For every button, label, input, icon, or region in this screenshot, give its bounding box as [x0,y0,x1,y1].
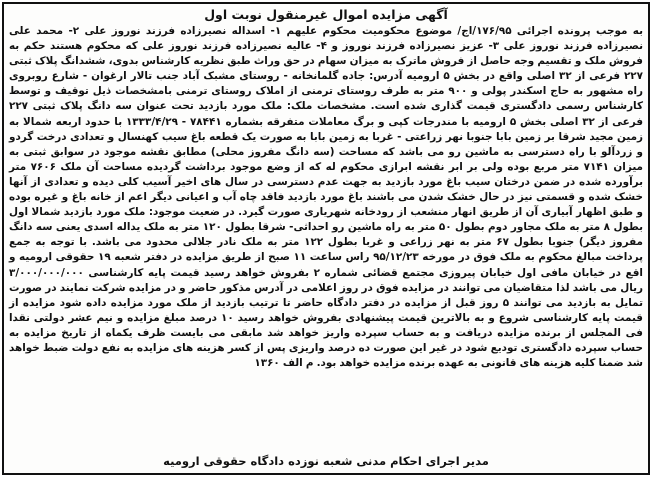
notice-title: آگهی مزایده اموال غیرمنقول نوبت اول [204,7,448,22]
notice-body: به موجب پرونده اجرائی ۱۷۶/۹۵/اج/ موضوع محکومیت محکوم علیهم ۱- اسداله نصیرزاده فرزند نوروز علی ۲- محمد علی نصیرزاده فرزند نوروز علی ۳- عزیز نصیرزاده فرزند نوروز و ۴- عالیه نصیرزاده فرزند نوروز علی که محکوم هستند حکم به فروش ملک و تقسیم وجه حاصل از فروش ماترک به میزان سهام در حق وراث طبق نظریه کارشناس بدوی، ششدانگ پلاک ثبتی ۲۲۷ فرعی از ۳۲ اصلی واقع در بخش ۵ ارومیه آدرس: جاده گلمانخانه - روستای مشبک آباد جنب تالار ارغوان - شارع روبروی راه مشهور به حاج اسکندر پولی و ۹۰۰ متر به طرف روستای ترمنی از املاک روستای ترمنی بامشخصات ذیل توقیف و توسط کارشناس رسمی دادگستری قیمت گذاری شده است. مشخصات ملک: ملک مورد بازدید تحت عنوان سه دانگ پلاک ثبتی ۲۲۷ فرعی از ۳۲ اصلی بخش ۵ ارومیه با مندرجات کپی و برگ معاملات متفرقه بشماره ۷۸۴۴۱ - ۱۳۳۳/۴/۲۹ با حدود اربعه شمالا به زمین مجید شرقا بر زمین بابا جنوبا نهر زراعتی - غربا به زمین بابا به صورت یک قطعه باغ سیب کهنسال و تعدادی درخت گردو و زردآلو با راه دسترسی به ماشین رو می باشد که مساحت (سه دانگ مفروز محلی) مطابق نقشه موجود در سوابق ثبتی به میزان ۷۱۴۱ متر مربع بوده ولی بر ابر نقشه ابرازی محکوم له که از وضع موجود برداشت گردیده مساحت آن ملک ۷۶۰۶ متر برآورده شده در ضمن درختان سیب باغ مورد بازدید به جهت عدم دسترسی در سال های اخیر آسیب کلی دیده و تعدادی از آنها خشک شده و قسمتی نیز در حال خشک شدن می باشند باغ مورد بازدید فاقد چاه آب و اعیانی دیگر اعم از خانه باغ و غیره بوده و طبق اظهار آبیاری آن از طریق انهار منشعب از رودخانه شهریاری صورت گیرد. در ضعیت موجود: ملک مورد بازدید شمالا اول بطول ۸ متر به ملک مجاور دوم بطول ۵۰ متر به راه ماشین رو احداثی- شرقا بطول ۱۲۰ متر به ملک یداله اسدی یعنی سه دانگ مفروز دیگر) جنوبا بطول ۶۷ متر به نهر زراعی و غربا بطول ۱۲۲ متر به ملک نادر جلالی محدود می باشد. با توجه به جمع پرداخت مبالغ محکوم به ملک فوق در مورخه ۹۵/۱۲/۲۳ راس ساعت ۱۱ صبح از طریق مزایده در دفتر شعبه ۱۹ حقوقی ارومیه و اقع در خیابان مافی اول خیابان پیروزی مجتمع قضائی شماره ۲ بفروش خواهد رسید قیمت پایه کارشناسی ۳/۰۰۰/۰۰۰/۰۰۰ ریال می باشد لذا متقاضیان می توانند در مزایده فوق در روز اعلامی در آدرس مذکور حاضر و در مزایده شرکت نمایند در صورت تمایل به بازدید می توانند ۵ روز قبل از مزایده در دفتر دادگاه حاضر تا ترتیب بازدید از ملک مورد مزایده داده شود مزایده از قیمت پایه کارشناسی شروع و به بالاترین قیمت پیشنهادی بفروش خواهد رسید ۱۰ درصد مبلغ مزایده و نیم عشر دولتی نقدا فی المجلس از برنده مزایده دریافت و به حساب سپرده واریز خواهد شد مابقی می بایست ظرف یکماه از تاریخ مزایده به حساب سپرده دادگستری تودیع شود در غیر این صورت ده درصد واریزی پس از کسر هزینه های مزایده به نفع دولت ضبط خواهد شد ضمنا کلیه هزینه های قانونی به عهده برنده مزایده خواهد بود. م الف ۱۳۶۰ [9,25,644,370]
notice-signature: مدیر اجرای احکام مدنی شعبه نوزده دادگاه حقوقی ارومیه [163,454,489,468]
auction-notice [2,2,650,475]
